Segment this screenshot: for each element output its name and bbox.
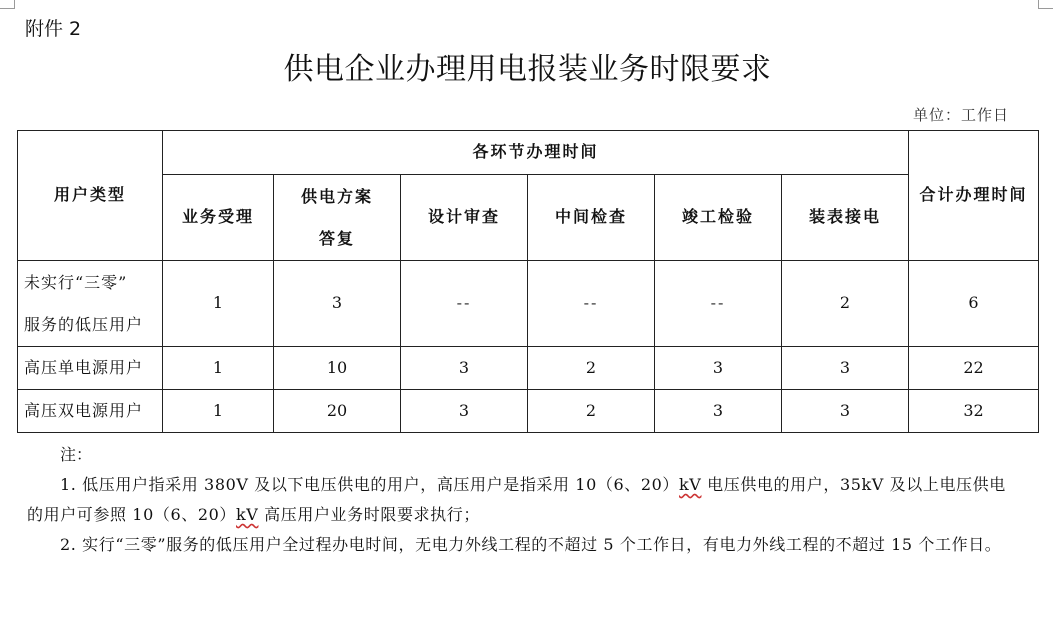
- cell-completion-inspection: 3: [655, 347, 782, 390]
- cell-total: 32: [909, 390, 1039, 433]
- note-1-unit-kv-first: kV: [679, 475, 702, 494]
- note-1: [27, 470, 1017, 530]
- cell-design-review: 3: [401, 390, 528, 433]
- time-limit-table: [17, 130, 1039, 433]
- cell-completion-inspection: 3: [655, 390, 782, 433]
- cell-meter-connection: 2: [782, 261, 909, 347]
- header-stage-acceptance: 业务受理: [163, 175, 274, 261]
- header-stage-plan-reply-line1: 供电方案: [300, 186, 373, 206]
- header-stage-midway-inspection: 中间检查: [528, 175, 655, 261]
- page-corner-mark-left: [0, 0, 15, 9]
- note-2: 2. 实行“三零”服务的低压用户全过程办电时间，无电力外线工程的不超过 5 个工作日，有电力外线工程的不超过 15 个工作日。: [60, 535, 1002, 554]
- note-1-text-a: 1. 低压用户指采用 380V 及以下电压供电的用户，高压用户是指采用 10（6、20）: [60, 475, 680, 494]
- unit-label: 单位：工作日: [912, 106, 1009, 124]
- header-user-type: 用户类型: [18, 131, 163, 261]
- row-user-type: 高压单电源用户: [18, 347, 163, 390]
- header-stage-design-review: 设计审查: [401, 175, 528, 261]
- note-1-text-c: 高压用户业务时限要求执行；: [258, 505, 480, 524]
- cell-total: 6: [909, 261, 1039, 347]
- cell-meter-connection: 3: [782, 347, 909, 390]
- header-stage-group: 各环节办理时间: [163, 131, 909, 175]
- row-user-type: 高压双电源用户: [18, 390, 163, 433]
- table-row: [18, 347, 1039, 390]
- cell-acceptance: 1: [163, 390, 274, 433]
- header-stage-meter-connection: 装表接电: [782, 175, 909, 261]
- page-corner-mark-right: [1038, 0, 1053, 9]
- cell-plan-reply: 10: [274, 347, 401, 390]
- row-user-type-line2: 服务的低压用户: [24, 314, 144, 334]
- attachment-label: 附件 2: [25, 18, 82, 40]
- note-1-text-b: 电压供电的用户，35kV 及以上电压供电的用户可参照 10（6、20）: [27, 475, 1006, 524]
- header-total-time: 合计办理时间: [909, 131, 1039, 261]
- cell-midway-inspection: --: [528, 261, 655, 347]
- cell-design-review: --: [401, 261, 528, 347]
- cell-plan-reply: 20: [274, 390, 401, 433]
- table-row: [18, 261, 1039, 347]
- cell-midway-inspection: 2: [528, 347, 655, 390]
- cell-acceptance: 1: [163, 261, 274, 347]
- notes-section: [27, 440, 1017, 560]
- cell-design-review: 3: [401, 347, 528, 390]
- note-1-unit-kv-second: kV: [236, 505, 259, 524]
- cell-acceptance: 1: [163, 347, 274, 390]
- row-user-type-line1: 未实行“三零”: [24, 272, 128, 292]
- document-title: 供电企业办理用电报装业务时限要求: [283, 52, 772, 87]
- cell-total: 22: [909, 347, 1039, 390]
- cell-midway-inspection: 2: [528, 390, 655, 433]
- header-stage-plan-reply: [274, 175, 401, 261]
- header-stage-completion-inspection: 竣工检验: [655, 175, 782, 261]
- cell-completion-inspection: --: [655, 261, 782, 347]
- header-stage-plan-reply-line2: 答复: [318, 228, 355, 248]
- row-user-type: [18, 261, 163, 347]
- cell-plan-reply: 3: [274, 261, 401, 347]
- cell-meter-connection: 3: [782, 390, 909, 433]
- notes-label: 注：: [60, 445, 93, 464]
- table-row: [18, 390, 1039, 433]
